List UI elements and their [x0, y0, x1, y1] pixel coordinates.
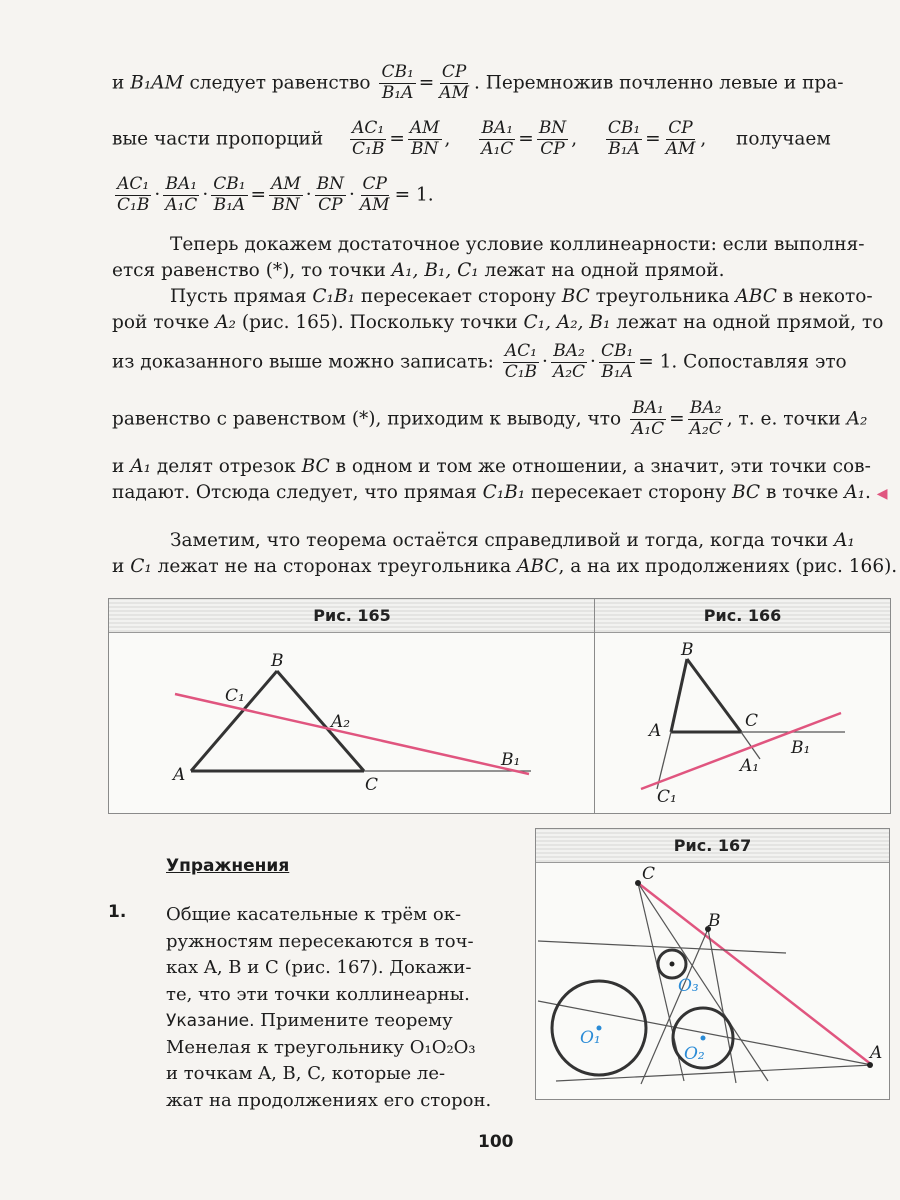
text: вые части пропорций	[112, 128, 324, 150]
text-line: и A₁ делят отрезок BC в одном и том же отношении, а значит, эти точки сов-	[112, 456, 871, 477]
fraction: $\frac{CP}{AM}$	[359, 174, 390, 215]
label-c: C	[642, 864, 656, 884]
fraction: $\frac{CP}{AM}$	[439, 62, 469, 103]
text: . Перемножив почленно левые и пра-	[473, 72, 844, 94]
text-line: $\frac{\text{AC₁}}{\text{C₁B}}$ · $\frac{\text{BA₁}}{\text{A₁C}}$ · $\frac{\text{CB₁}}{\text{B₁A}}$ = $\frac{AM}{BN}$ · $\frac{BN}{CP}$ · $\frac{CP}{AM}$ = 1.	[117, 174, 434, 215]
end-of-proof-mark: ◀	[876, 486, 888, 502]
figure-167-drawing	[536, 829, 889, 1099]
text-line: ется равенство (*), то точки A₁, B₁, C₁ лежат на одной прямой.	[112, 260, 725, 281]
figure-title: Рис. 166	[595, 599, 890, 633]
label-o2: O₂	[684, 1044, 705, 1064]
figure-165-drawing	[109, 599, 595, 813]
figure-165	[108, 598, 596, 814]
label-a: A	[649, 721, 662, 741]
figure-title: Рис. 165	[109, 599, 595, 633]
exercise-number: 1.	[108, 902, 127, 922]
tangent-7	[538, 941, 786, 953]
secant-line	[175, 694, 529, 774]
fraction: $\frac{\text{CB₁}}{\text{B₁A}}$	[600, 341, 634, 382]
exercise-line: Менелая к треугольнику O₁O₂O₃	[166, 1036, 476, 1058]
label-b1: B₁	[501, 750, 521, 770]
hint-line: Указание. Примените теорему	[166, 1010, 453, 1031]
hint-label: Указание.	[166, 1011, 255, 1031]
point-o3	[670, 962, 675, 967]
fraction: $\frac{\text{AC₁}}{\text{C₁B}}$	[504, 341, 538, 382]
text-line: Заметим, что теорема остаётся справедливой и тогда, когда точки A₁	[170, 530, 855, 551]
exercise-line: ружностям пересекаются в точ-	[166, 930, 474, 952]
point-c	[635, 880, 641, 886]
label-c1: C₁	[657, 787, 677, 807]
label-c: C	[365, 775, 379, 795]
label-b1: B₁	[791, 738, 811, 758]
text-line: рой точке A₂ (рис. 165). Поскольку точки C₁, A₂, B₁ лежат на одной прямой, то	[112, 312, 884, 333]
label-b: B	[271, 651, 284, 671]
fraction: $\frac{\text{CB₁}}{\text{B₁A}}$	[213, 174, 246, 215]
page-number: 100	[478, 1132, 514, 1152]
fraction: $\frac{AM}{BN}$	[271, 174, 301, 215]
label-o1: O₁	[580, 1028, 601, 1048]
fraction: $\frac{\text{BA₁}}{\text{A₁C}}$	[165, 174, 198, 215]
fraction: $\frac{BN}{CP}$	[538, 118, 567, 159]
label-o3: O₃	[678, 976, 699, 996]
fraction: $\frac{\text{CB₁}}{\text{B₁A}}$	[607, 118, 641, 159]
segment-ab	[671, 659, 687, 732]
secant-line	[641, 713, 841, 789]
text-line: из доказанного выше можно записать: $\frac{\text{AC₁}}{\text{C₁B}}$ · $\frac{\text{BA₂}}{\text{A₂C}}$ · $\frac{\text{CB₁}}{\text{B₁A}}$ = 1. Сопоставляя это	[112, 341, 847, 382]
exercise-text	[166, 902, 491, 1114]
text: получаем	[736, 128, 831, 150]
label-a: A	[173, 765, 186, 785]
label-c1: C₁	[225, 686, 245, 706]
exercise-line: те, что эти точки коллинеарны.	[166, 983, 470, 1005]
text: следует равенство	[189, 72, 371, 94]
text-line: равенство с равенством (*), приходим к выводу, что $\frac{\text{BA₁}}{\text{A₁C}}$ = $\frac{\text{BA₂}}{\text{A₂C}}$ , т. е. точки A₂	[112, 398, 868, 439]
fraction: $\frac{\text{AC₁}}{\text{C₁B}}$	[117, 174, 150, 215]
label-c: C	[745, 711, 759, 731]
label-b: B	[681, 640, 694, 660]
figure-166	[594, 598, 891, 814]
segment-bc	[687, 659, 741, 732]
label-a1: A₁	[740, 756, 760, 776]
text-line: падают. Отсюда следует, что прямая C₁B₁ пересекает сторону BC в точке A₁. ◀	[112, 482, 888, 503]
label-a2: A₂	[331, 712, 351, 732]
fraction: $\frac{\text{BA₁}}{\text{A₁C}}$	[481, 118, 514, 159]
fraction: $\frac{AM}{BN}$	[409, 118, 440, 159]
text-line: Пусть прямая C₁B₁ пересекает сторону BC треугольника ABC в некото-	[170, 286, 873, 307]
text: и	[112, 72, 131, 94]
exercise-line: и точкам A, B, C, которые ле-	[166, 1063, 446, 1084]
figure-167	[535, 828, 890, 1100]
text: = 1.	[394, 184, 434, 206]
math: A₁, B₁, C₁	[391, 260, 479, 281]
exercise-line: ках A, B и C (рис. 167). Докажи-	[166, 957, 472, 978]
label-a: A	[870, 1043, 883, 1063]
fraction: $\frac{\text{BA₁}}{\text{A₁C}}$	[632, 398, 665, 439]
point-o2	[701, 1036, 706, 1041]
text-line: и C₁ лежат не на сторонах треугольника ABC, а на их продолжениях (рис. 166).	[112, 556, 898, 577]
text-line: вые части пропорций $\frac{\text{AC₁}}{\text{C₁B}}$ = $\frac{AM}{BN}$ , $\frac{\text{BA₁}}{\text{A₁C}}$ = $\frac{BN}{CP}$ , $\frac{\text{CB₁}}{\text{B₁A}}$ = $\frac{CP}{AM}$ , получаем	[112, 118, 831, 159]
label-b: B	[708, 911, 721, 931]
fraction: $\frac{\text{BA₂}}{\text{A₂C}}$	[552, 341, 586, 382]
figure-title: Рис. 167	[536, 829, 889, 863]
fraction: $\frac{\text{CB₁}}{\text{B₁A}}$	[381, 62, 414, 103]
math: B₁AM	[130, 72, 184, 94]
section-heading: Упражнения	[166, 856, 290, 876]
fraction: $\frac{\text{AC₁}}{\text{C₁B}}$	[352, 118, 385, 159]
exercise-line: Общие касательные к трём ок-	[166, 904, 462, 925]
fraction: $\frac{CP}{AM}$	[665, 118, 696, 159]
text-line: и B₁AM следует равенство $\frac{\text{CB₁}}{\text{B₁A}}$ = $\frac{CP}{AM}$ . Перемножив почленно левые и пра-	[112, 62, 844, 103]
exercise-line: жат на продолжениях его сторон.	[166, 1089, 492, 1111]
text-line: Теперь докажем достаточное условие коллинеарности: если выполня-	[170, 234, 865, 255]
figure-166-drawing	[595, 599, 890, 813]
fraction: $\frac{\text{BA₂}}{\text{A₂C}}$	[689, 398, 722, 439]
fraction: $\frac{BN}{CP}$	[316, 174, 345, 215]
